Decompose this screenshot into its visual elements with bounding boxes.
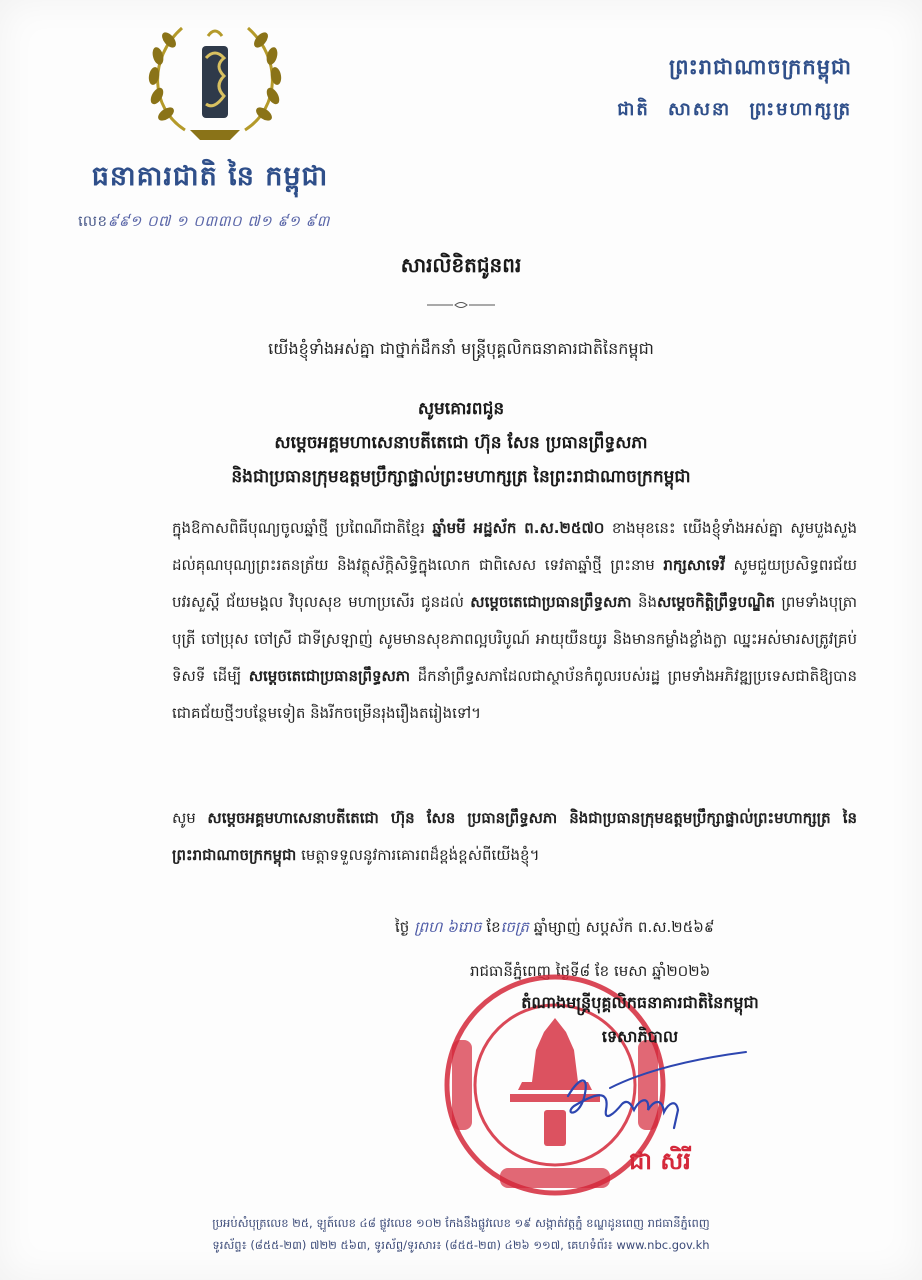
body-emphasis: ឆ្នាំមមី អដ្ឋស័ក ព.ស.២៥៧០ (432, 519, 605, 537)
signatory-role: ទេសាភិបាល (601, 1027, 679, 1046)
reference-number (78, 212, 378, 234)
reference-value: ៩៩១ ០៧ ១ ០៣៣០ ៧១ ៩១ ៩៣ (107, 212, 330, 230)
body-emphasis: រាក្សសាទេវី (663, 556, 725, 574)
reference-prefix: លេខ (78, 212, 108, 230)
lunar-date-line (395, 918, 855, 940)
lunar-month-label: ខែ (486, 918, 501, 936)
national-motto: ជាតិ សាសនា ព្រះមហាក្សត្រ (617, 99, 852, 120)
signatory-title: តំណាងមន្ត្រីបុគ្គលិកធនាគារជាតិនៃកម្ពុជា (521, 993, 759, 1012)
lunar-month-value: ចេត្រ (500, 918, 529, 936)
lunar-day-label: ថ្ងៃ (395, 918, 410, 936)
lunar-year: ឆ្នាំម្សាញ់ សប្តស័ក ព.ស.២៥៦៩ (533, 918, 715, 936)
closing-text: មេត្តាទទួលនូវការគោរពដ៏ខ្ពង់ខ្ពស់ពីយើងខ្ញុំ។ (296, 846, 540, 864)
body-text: ព្រមទាំងបុត្រាបុត្រី ចៅប្រុស ចៅស្រី ជាទីស្រឡាញ់ សូមមានសុខភាពល្អបរិបូណ៍ អាយុយឺនយូរ និងមានកម្លាំងខ្លាំងក្លា ឈ្នះអស់មារសត្រូវគ្រប់ទិសទី ដើម្បី (172, 593, 858, 685)
letter-closing (172, 800, 857, 874)
addressee-block (120, 392, 802, 494)
closing-emphasis: សម្តេចអគ្គមហាសេនាបតីតេជោ ហ៊ុន សែន ប្រធានព្រឹទ្ធសភា និងជាប្រធានក្រុមឧត្តមប្រឹក្សាផ្ទាល់ព្រះមហាក្សត្រ នៃព្រះរាជាណាចក្រកម្ពុជា (172, 809, 857, 864)
kingdom-header (572, 54, 852, 124)
footer-contact: ទូរស័ព្ទ៖ (៨៥៥-២៣) ៧២២ ៥៦៣, ទូរស័ព្ទ/ទូរសារ៖ (៨៥៥-២៣) ៤២៦ ១១៧, គេហទំព័រ៖ www.nbc.gov.kh (212, 1238, 710, 1252)
place-date-day: ៨ (579, 962, 591, 980)
body-emphasis: សម្តេចកិត្តិព្រឹទ្ធបណ្ឌិត (657, 593, 776, 611)
bank-logo-icon (130, 18, 300, 148)
place-date-prefix: រាជធានីភ្នំពេញ ថ្ងៃទី (470, 962, 580, 980)
body-text: សូមជួយប្រសិទ្ធពរជ័យ បវរសួស្តី ជ័យមង្គល វិបុលសុខ មហាប្រសើរ ជូនដល់ (172, 556, 857, 611)
letter-footer (0, 1212, 922, 1256)
body-text: ដឹកនាំព្រឹទ្ធសភាដែលជាស្ថាប័នកំពូលរបស់រដ្ឋ ព្រមទាំងអភិវឌ្ឍប្រទេសជាតិឱ្យបានជោគជ័យថ្មីៗបន្ថែមទៀត និងរីកចម្រើនរុងរឿងតរៀងទៅ។ (172, 667, 857, 722)
letter-body (172, 510, 857, 732)
kingdom-name: ព្រះរាជាណាចក្រកម្ពុជា (668, 54, 852, 79)
ornament-divider-icon (427, 295, 495, 305)
lunar-day-value: ព្រហ ៦រោច (414, 918, 482, 936)
footer-address: ប្រអប់សំបុត្រលេខ ២៥, ឡូត៍លេខ ៤៨ ផ្លូវលេខ ១០២ កែងនឹងផ្លូវលេខ ១៩ សង្កាត់វត្តភ្នំ ខណ្ឌដូនពេញ រាជធានីភ្នំពេញ (212, 1216, 710, 1230)
signer-name: ជា សិរី (629, 1146, 691, 1175)
addressee-position: និងជាប្រធានក្រុមឧត្តមប្រឹក្សាផ្ទាល់ព្រះមហាក្សត្រ នៃព្រះរាជាណាចក្រកម្ពុជា (231, 467, 691, 487)
addressee-name: សម្តេចអគ្គមហាសេនាបតីតេជោ ហ៊ុន សែន ប្រធានព្រឹទ្ធសភា (274, 433, 648, 453)
addressee-salutation: សូមគោរពជូន (417, 399, 505, 419)
body-emphasis: សម្តេចតេជោប្រធានព្រឹទ្ធសភា (248, 667, 411, 685)
handwritten-signature-icon (550, 1048, 750, 1138)
closing-text: សូម (172, 809, 208, 827)
body-emphasis: សម្តេចតេជោប្រធានព្រឹទ្ធសភា (470, 593, 632, 611)
letter-title: សារលិខិតជូនពរ (400, 253, 522, 277)
body-text: ក្នុងឱកាសពិធីបុណ្យចូលឆ្នាំថ្មី ប្រពៃណីជាតិខ្មែរ (172, 519, 433, 537)
body-text: និង (631, 593, 658, 611)
body-text: ខាងមុខនេះ យើងខ្ញុំទាំងអស់គ្នា សូមបួងសួងដល់គុណបុណ្យព្រះរតនត្រ័យ និងវត្ថុស័ក្តិសិទ្ធិក្នុងលោក ជាពិសេស ទេវតាឆ្នាំថ្មី ព្រះនាម (172, 519, 858, 574)
place-date-suffix: ខែ មេសា ឆ្នាំ២០២៦ (590, 962, 711, 980)
bank-name: ធនាគារជាតិ នៃ កម្ពុជា (91, 161, 329, 192)
opening-line: យើងខ្ញុំទាំងអស់គ្នា ជាថ្នាក់ដឹកនាំ មន្ត្រីបុគ្គលិកធនាគារជាតិនៃកម្ពុជា (268, 339, 654, 358)
